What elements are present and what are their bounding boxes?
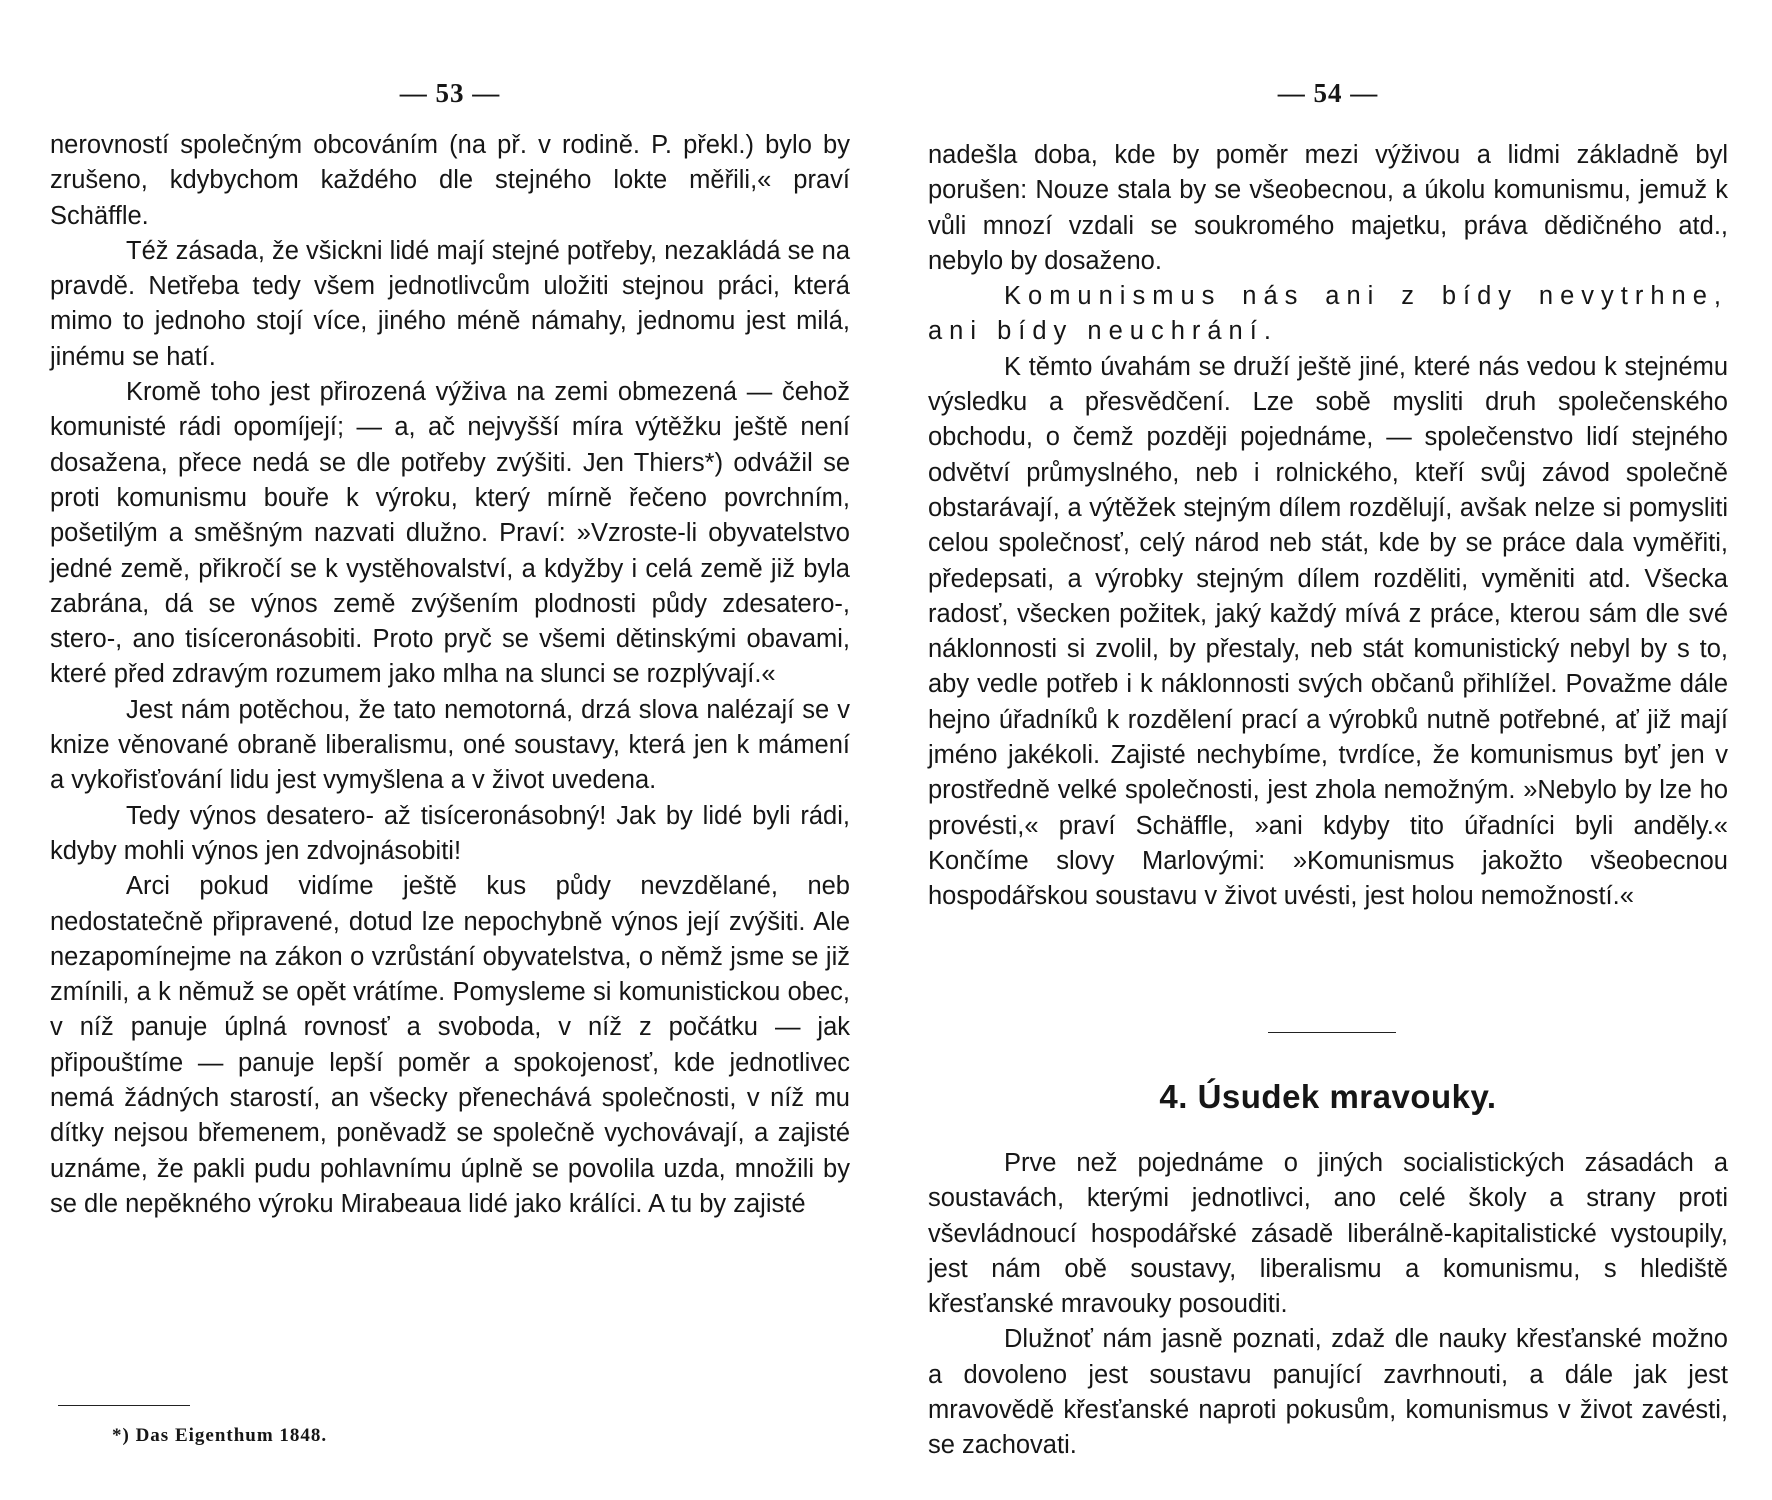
paragraph: Arci pokud vidíme ještě kus půdy nevzdělané, neb nedostatečně připravené, dotud lze nepochybně výnos její zvýšiti. Ale nezapomínejme na zákon o vzrůstání obyvatelstva, o němž jsme se již zmínili, a k němuž se opět vrátíme. Pomysleme si komunistickou obec, v níž panuje úplná rovnosť a svoboda, v níž z počátku — jak připouštíme — panuje lepší poměr a spokojenosť, kde jednotlivec nemá žádných starostí, an všecky přenechává společnosti, v níž mu dítky nejsou břemenem, poněvadž se společně vychovávají, a zajisté uznáme, že pakli pudu pohlavnímu úplně se povolila uzda, množili by se dle nepěkného výroku Mirabeaua lidé jako králíci. A tu by zajisté [50, 872, 850, 1218]
paragraph: Kromě toho jest přirozená výživa na zemi obmezená — čehož komunisté rádi opomíjejí; — a, ač nejvyšší míra výtěžku ještě není dosažena, přece nedá se dle potřeby zvýšiti. Jen Thiers*) odvážil se proti komunismu bouře k výroku, který mírně řečeno povrchním, pošetilým a směšným nazvati dlužno. Praví: »Vzroste-li obyvatelstvo jedné země, přikročí se k vystěhovalství, a kdyžby i celá země již byla zabrána, dá se výnos země zvýšením plodnosti půdy zdesatero-, stero-, ano tisíceronásobiti. Proto pryč se všemi dětinskými obavami, které před zdravým rozumem jako mlha na slunci se rozplývají.« [50, 378, 850, 689]
section-heading: 4. Úsudek mravouky. [1159, 1078, 1497, 1115]
paragraph: Tedy výnos desatero- až tisíceronásobný! Jak by lidé byli rádi, kdyby mohli výnos jen zdvojnásobiti! [50, 801, 850, 865]
page-number: — 54 — [1277, 78, 1379, 108]
paragraph: Dlužnoť nám jasně poznati, zdaž dle nauky křesťanské možno a dovoleno jest soustavu panující zavrhnouti, a dále jak jest mravovědě křesťanské naproti pokusům, komunismus v život zavésti, se zachovati. [928, 1325, 1728, 1460]
left-page [50, 0, 850, 1500]
paragraph: Též zásada, že všickni lidé mají stejné potřeby, nezakládá se na pravdě. Netřeba tedy všem jednotlivcům uložiti stejnou práci, která mimo to jednoho stojí více, jiného méně námahy, jednomu jest milá, jinému se hatí. [50, 236, 850, 371]
right-page [928, 0, 1728, 1500]
footnote: *) Das Eigenthum 1848. [112, 1425, 328, 1446]
paragraph: nadešla doba, kde by poměr mezi výživou a lidmi základně byl porušen: Nouze stala by se všeobecnou, a úkolu komunismu, jemuž k vůli mnozí vzdali se soukromého majetku, práva dědičného atd., nebylo by dosaženo. [928, 141, 1728, 275]
page-number: — 53 — [399, 78, 501, 108]
paragraph: Prve než pojednáme o jiných socialistických zásadách a soustavách, kterými jednotlivci, ano celé školy a strany proti vševládnoucí hospodářské zásadě liberálně-kapitalistické vystoupily, jest nám obě soustavy, liberalismu a komunismu, s hlediště křesťanské mravouky posouditi. [928, 1149, 1728, 1319]
paragraph: Jest nám potěchou, že tato nemotorná, drzá slova nalézají se v knize věnované obraně liberalismu, oné soustavy, která jen k mámení a vykořisťování lidu jest vymyšlena a v život uvedena. [50, 695, 850, 795]
left-page-text [50, 128, 850, 1222]
right-page-text [928, 138, 1728, 915]
paragraph: nerovností společným obcováním (na př. v rodině. P. překl.) bylo by zrušeno, kdybychom každého dle stejného lokte měřili,« praví Schäffle. [50, 131, 850, 230]
paragraph: K těmto úvahám se druží ještě jiné, které nás vedou k stejnému výsledku a přesvědčení. Lze sobě mysliti druh společenského obchodu, o čemž později pojednáme, — společenstvo lidí stejného odvětví průmyslného, neb i rolnického, kteří svůj závod společně obstarávají, a výtěžek stejným dílem rozdělují, avšak nelze si pomysliti celou společnosť, celý národ neb stát, kde by se práce dala vyměřiti, předepsati, a výrobky stejným dílem rozděliti, vyměniti atd. Všecka radosť, všecken požitek, jaký každý mívá z práce, kterou sám dle své náklonnosti si zvolil, by přestaly, neb stát komunistický nebyl by s to, aby vedle potřeb i k náklonnosti svých občanů přihlížel. Považme dále hejno úřadníků k rozdělení prací a výrobků nutně potřebné, ať již mají jméno jakékoli. Zajisté nechybíme, tvrdíce, že komunismus byť jen v prostředně velké společnosti, jest zhola nemožným. »Nebylo by lze ho provésti,« praví Schäffle, »ani kdyby tito úřadníci byli anděly.« Končíme slovy Marlovými: »Komunismus jakožto všeobecnou hospodářskou soustavu v život uvésti, jest holou nemožností.« [928, 352, 1728, 911]
footnote-rule [58, 1405, 190, 1406]
section-divider [1268, 1032, 1396, 1033]
section-text [928, 1146, 1728, 1464]
emphasized-sentence: Komunismus nás ani z bídy nevytrhne, ani bídy neuchrání. [928, 282, 1728, 346]
